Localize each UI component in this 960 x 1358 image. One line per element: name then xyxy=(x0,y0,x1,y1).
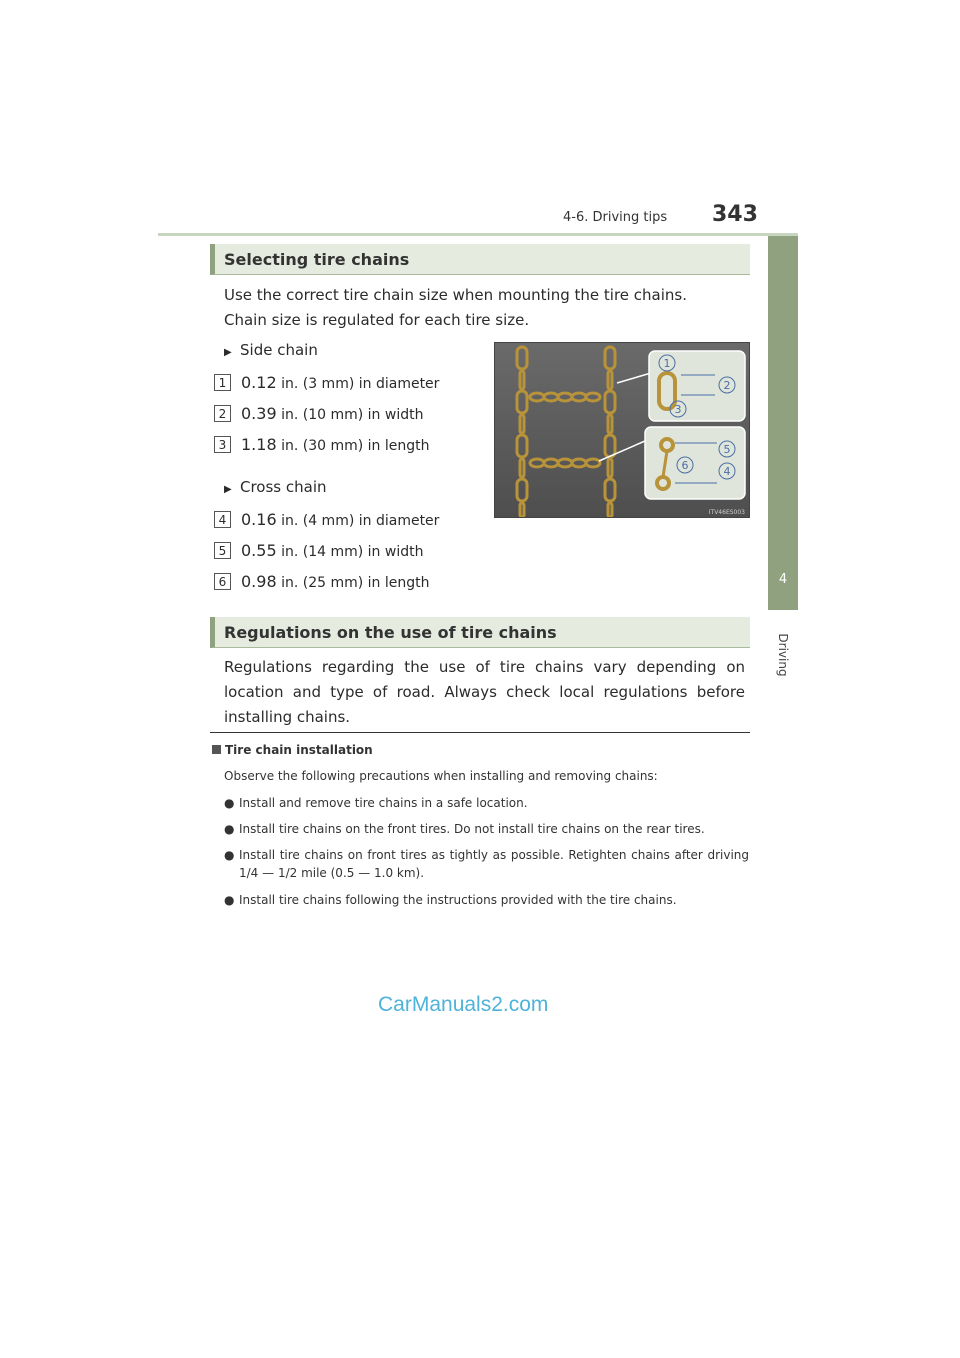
list-item: ● Install tire chains on the front tires. Do not install tire chains on the rear tires. xyxy=(224,822,705,836)
note-title xyxy=(212,743,373,757)
intro-line-1: Use the correct tire chain size when mounting the tire chains. xyxy=(224,286,687,304)
regulations-body: Regulations regarding the use of tire chains vary depending on location and type of road. Always check local regulations before installing chains. xyxy=(224,658,745,726)
callout-number-5: 5 xyxy=(214,542,231,559)
note-title-text: Tire chain installation xyxy=(225,743,373,757)
callout-number-3: 3 xyxy=(214,436,231,453)
figure-callout-2: 2 xyxy=(723,379,731,392)
header-divider xyxy=(158,233,798,236)
figure-callout-5: 5 xyxy=(723,443,731,456)
chapter-tab-number: 4 xyxy=(778,572,788,587)
triangle-arrow-icon: ▶ xyxy=(224,347,232,358)
spec-item-1 xyxy=(214,373,439,393)
spec-item-3 xyxy=(214,435,430,455)
spec-item-5 xyxy=(214,541,423,561)
page-number: 343 xyxy=(712,202,758,227)
note-intro: Observe the following precautions when installing and removing chains: xyxy=(224,769,658,783)
spec-text: in. (14 mm) in width xyxy=(276,544,424,560)
side-chain-heading xyxy=(224,341,318,359)
figure-callout-3: 3 xyxy=(674,403,682,416)
callout-number-2: 2 xyxy=(214,405,231,422)
list-item: ● Install and remove tire chains in a safe location. xyxy=(224,796,528,810)
spec-item-6 xyxy=(214,572,430,592)
list-item: ● Install tire chains on front tires as tightly as possible. Retighten chains after driving 1/4 — 1/2 mile (0.5 — 1.0 km). xyxy=(224,848,749,880)
spec-value: 0.39 xyxy=(241,404,277,423)
list-item: ● Install tire chains following the instructions provided with the tire chains. xyxy=(224,893,677,907)
chapter-tab xyxy=(768,236,798,610)
side-chain-label: Side chain xyxy=(240,341,318,359)
bullet-dot-icon: ● xyxy=(224,893,235,907)
cross-chain-label: Cross chain xyxy=(240,478,327,496)
section-header: 4-6. Driving tips xyxy=(563,210,668,225)
cross-chain-heading xyxy=(224,478,327,496)
bullet-dot-icon: ● xyxy=(224,848,235,862)
triangle-arrow-icon: ▶ xyxy=(224,484,232,495)
spec-value: 0.98 xyxy=(241,572,277,591)
spec-text: in. (25 mm) in length xyxy=(276,575,430,591)
spec-value: 0.55 xyxy=(241,541,277,560)
figure-callout-1: 1 xyxy=(663,357,671,370)
bullet-dot-icon: ● xyxy=(224,822,235,836)
callout-number-4: 4 xyxy=(214,511,231,528)
spec-value: 1.18 xyxy=(241,435,277,454)
note-divider xyxy=(210,732,750,733)
tire-chain-illustration xyxy=(494,342,750,518)
figure-code: ITV46ES003 xyxy=(708,509,745,516)
spec-item-2 xyxy=(214,404,423,424)
spec-value: 0.12 xyxy=(241,373,277,392)
section-title-regulations: Regulations on the use of tire chains xyxy=(210,617,750,648)
figure-callout-6: 6 xyxy=(681,459,689,472)
spec-text: in. (10 mm) in width xyxy=(276,407,424,423)
spec-item-4 xyxy=(214,510,439,530)
watermark: CarManuals2.com xyxy=(378,993,549,1016)
spec-text: in. (3 mm) in diameter xyxy=(276,376,440,392)
tire-chain-illustration-svg xyxy=(495,343,750,518)
chapter-tab-label: Driving xyxy=(776,633,790,677)
spec-text: in. (30 mm) in length xyxy=(276,438,430,454)
figure-callout-4: 4 xyxy=(723,465,731,478)
spec-text: in. (4 mm) in diameter xyxy=(276,513,440,529)
square-bullet-icon xyxy=(212,745,221,754)
section-title-selecting-tire-chains: Selecting tire chains xyxy=(210,244,750,275)
callout-number-1: 1 xyxy=(214,374,231,391)
bullet-dot-icon: ● xyxy=(224,796,235,810)
callout-number-6: 6 xyxy=(214,573,231,590)
spec-value: 0.16 xyxy=(241,510,277,529)
intro-line-2: Chain size is regulated for each tire size. xyxy=(224,311,530,329)
